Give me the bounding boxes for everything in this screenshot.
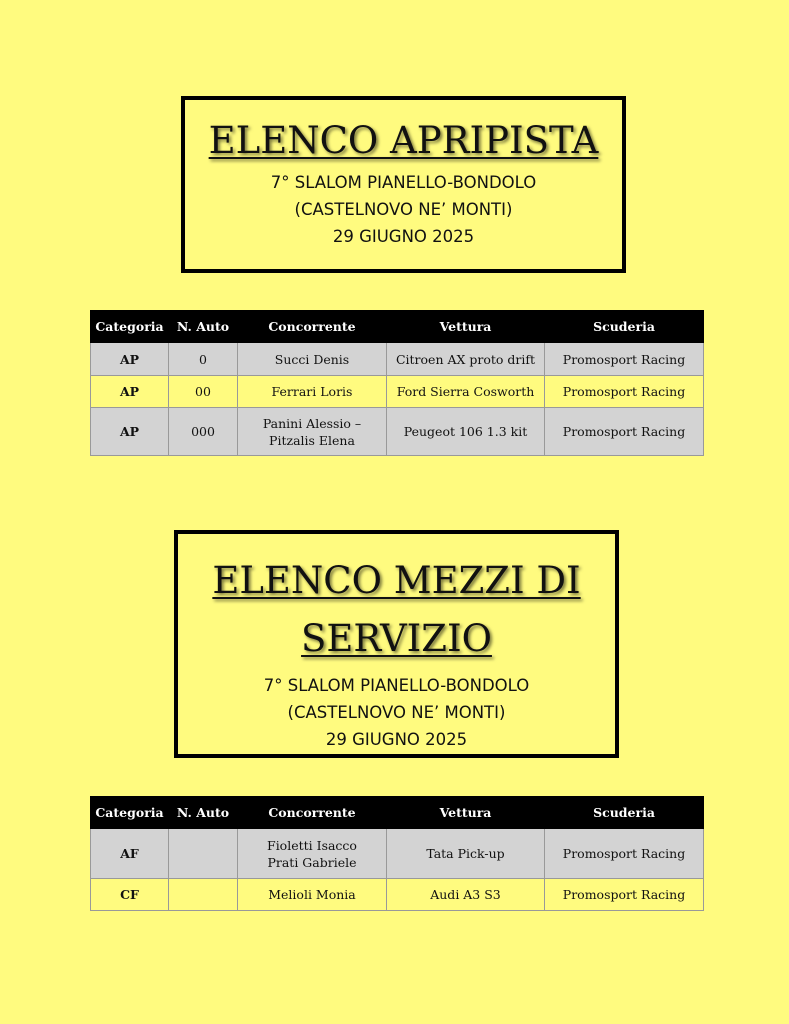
cell-vettura: Audi A3 S3 (387, 879, 545, 911)
header-n-auto: N. Auto (169, 311, 238, 343)
cell-concorrente: Panini Alessio – Pitzalis Elena (238, 408, 387, 456)
mezzi-servizio-title-box (174, 530, 619, 758)
cell-scuderia: Promosport Racing (545, 343, 704, 376)
header-n-auto: N. Auto (169, 797, 238, 829)
event-name: 7° SLALOM PIANELLO-BONDOLO (263, 676, 530, 695)
event-date: 29 GIUGNO 2025 (332, 227, 475, 246)
header-concorrente: Concorrente (238, 311, 387, 343)
cell-scuderia: Promosport Racing (545, 408, 704, 456)
table-row (91, 376, 704, 408)
table-row (91, 408, 704, 456)
header-vettura: Vettura (387, 797, 545, 829)
header-vettura: Vettura (387, 311, 545, 343)
cell-concorrente: Ferrari Loris (238, 376, 387, 408)
cell-n-auto (169, 829, 238, 879)
cell-n-auto: 000 (169, 408, 238, 456)
cell-scuderia: Promosport Racing (545, 879, 704, 911)
cell-n-auto: 00 (169, 376, 238, 408)
cell-vettura: Citroen AX proto drift (387, 343, 545, 376)
event-location: (CASTELNOVO NE’ MONTI) (294, 200, 513, 219)
mezzi-servizio-title (178, 552, 615, 668)
cell-scuderia: Promosport Racing (545, 376, 704, 408)
table-row (91, 879, 704, 911)
mezzi-servizio-table (90, 796, 704, 911)
cell-categoria: CF (91, 879, 169, 911)
mezzi-servizio-subtitle (178, 672, 615, 753)
cell-categoria: AP (91, 343, 169, 376)
header-categoria: Categoria (91, 797, 169, 829)
table-header-row (91, 311, 704, 343)
table-header-row (91, 797, 704, 829)
cell-n-auto: 0 (169, 343, 238, 376)
table-row (91, 343, 704, 376)
cell-vettura: Peugeot 106 1.3 kit (387, 408, 545, 456)
header-categoria: Categoria (91, 311, 169, 343)
table-row (91, 829, 704, 879)
header-concorrente: Concorrente (238, 797, 387, 829)
cell-vettura: Ford Sierra Cosworth (387, 376, 545, 408)
cell-vettura: Tata Pick-up (387, 829, 545, 879)
cell-concorrente: Melioli Monia (238, 879, 387, 911)
apripista-table (90, 310, 704, 456)
cell-categoria: AP (91, 376, 169, 408)
cell-n-auto (169, 879, 238, 911)
cell-scuderia: Promosport Racing (545, 829, 704, 879)
event-location: (CASTELNOVO NE’ MONTI) (287, 703, 506, 722)
cell-concorrente: Succi Denis (238, 343, 387, 376)
apripista-title-box (181, 96, 626, 273)
header-scuderia: Scuderia (545, 797, 704, 829)
cell-categoria: AF (91, 829, 169, 879)
apripista-subtitle (185, 169, 622, 250)
event-date: 29 GIUGNO 2025 (325, 730, 468, 749)
cell-categoria: AP (91, 408, 169, 456)
cell-concorrente: Fioletti Isacco Prati Gabriele (238, 829, 387, 879)
mezzi-servizio-title-line: ELENCO MEZZI DI (212, 559, 581, 602)
header-scuderia: Scuderia (545, 311, 704, 343)
event-name: 7° SLALOM PIANELLO-BONDOLO (270, 173, 537, 192)
mezzi-servizio-title-line: SERVIZIO (301, 617, 492, 660)
apripista-title: ELENCO APRIPISTA (208, 119, 599, 162)
